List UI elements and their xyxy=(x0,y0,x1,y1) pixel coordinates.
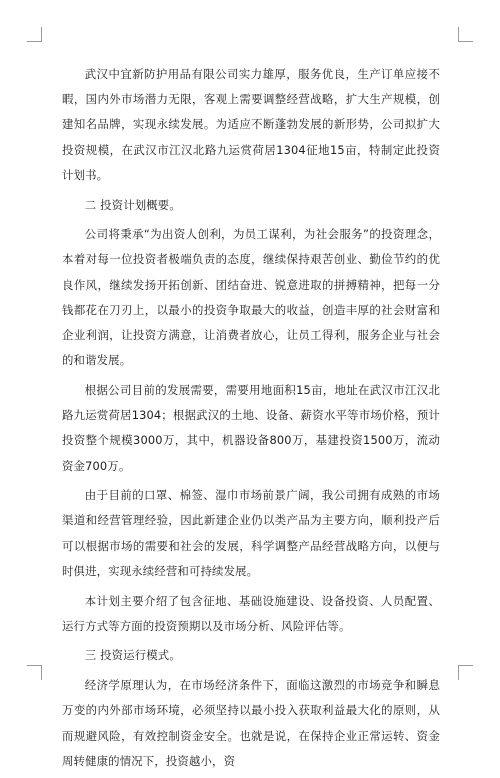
plan-scope-paragraph: 本计划主要介绍了包含征地、基础设施建设、设备投资、人员配置、运行方式等方面的投资预期以及市场分析、风险评估等。 xyxy=(62,593,440,633)
crop-mark-bottom-right xyxy=(458,665,473,680)
section-heading-operation-mode: 三 投资运行模式。 xyxy=(84,648,181,663)
investment-philosophy-paragraph: 公司将秉承“为出资人创利，为员工谋利，为社会服务”的投资理念，本着对每一位投资者极端负责的态度，继续保持艰苦创业、勤俭节约的优良作风，继续发扬开拓创新、团结奋进、锐意进取的拼搏精神，把每一分钱都花在刀刃上，以最小的投资争取最大的收益，创造丰厚的社会财富和企业利润，让投资方满意，让消费者放心，让员工得利，服务企业与社会的和谐发展。 xyxy=(62,227,440,368)
crop-mark-top-right xyxy=(458,27,473,42)
market-direction-paragraph: 由于目前的口罩、棉签、湿巾市场前景广阔，我公司拥有成熟的市场渠道和经营管理经验，因此新建企业仍以类产品为主要方向，顺利投产后可以根据市场的需要和社会的发展，科学调整产品经营战略方向，以便与时俱进，实现永续经营和可持续发展。 xyxy=(62,488,440,578)
crop-mark-top-left xyxy=(27,27,42,42)
economics-principle-paragraph: 经济学原理认为，在市场经济条件下，面临这激烈的市场竞争和瞬息万变的内外部市场环境，必须坚持以最小投入获取利益最大化的原则，从而规避风险，有效控制资金安全。也就是说，在保持企业正常运转、资金周转健康的情况下，投资越小，资 xyxy=(62,678,440,768)
section-heading-investment-summary: 二 投资计划概要。 xyxy=(84,197,181,212)
land-and-budget-paragraph: 根据公司目前的发展需要，需要用地面积15亩，地址在武汉市江汉北路九运赏荷居1304；根据武汉的土地、设备、薪资水平等市场价格，预计投资整个规模3000万，其中，机器设备800万，基建投资1500万，流动资金700万。 xyxy=(62,382,440,473)
intro-paragraph: 武汉中宜新防护用品有限公司实力雄厚，服务优良，生产订单应接不暇，国内外市场潜力无限，客观上需要调整经营战略，扩大生产规模，创建知名品牌，实现永续发展。为适应不断蓬勃发展的新形势，公司拟扩大投资规模，在武汉市江汉北路九运赏荷居1304征地15亩，特制定此投资计划书。 xyxy=(62,67,440,182)
crop-mark-bottom-left xyxy=(27,665,42,680)
document-body xyxy=(62,62,440,778)
